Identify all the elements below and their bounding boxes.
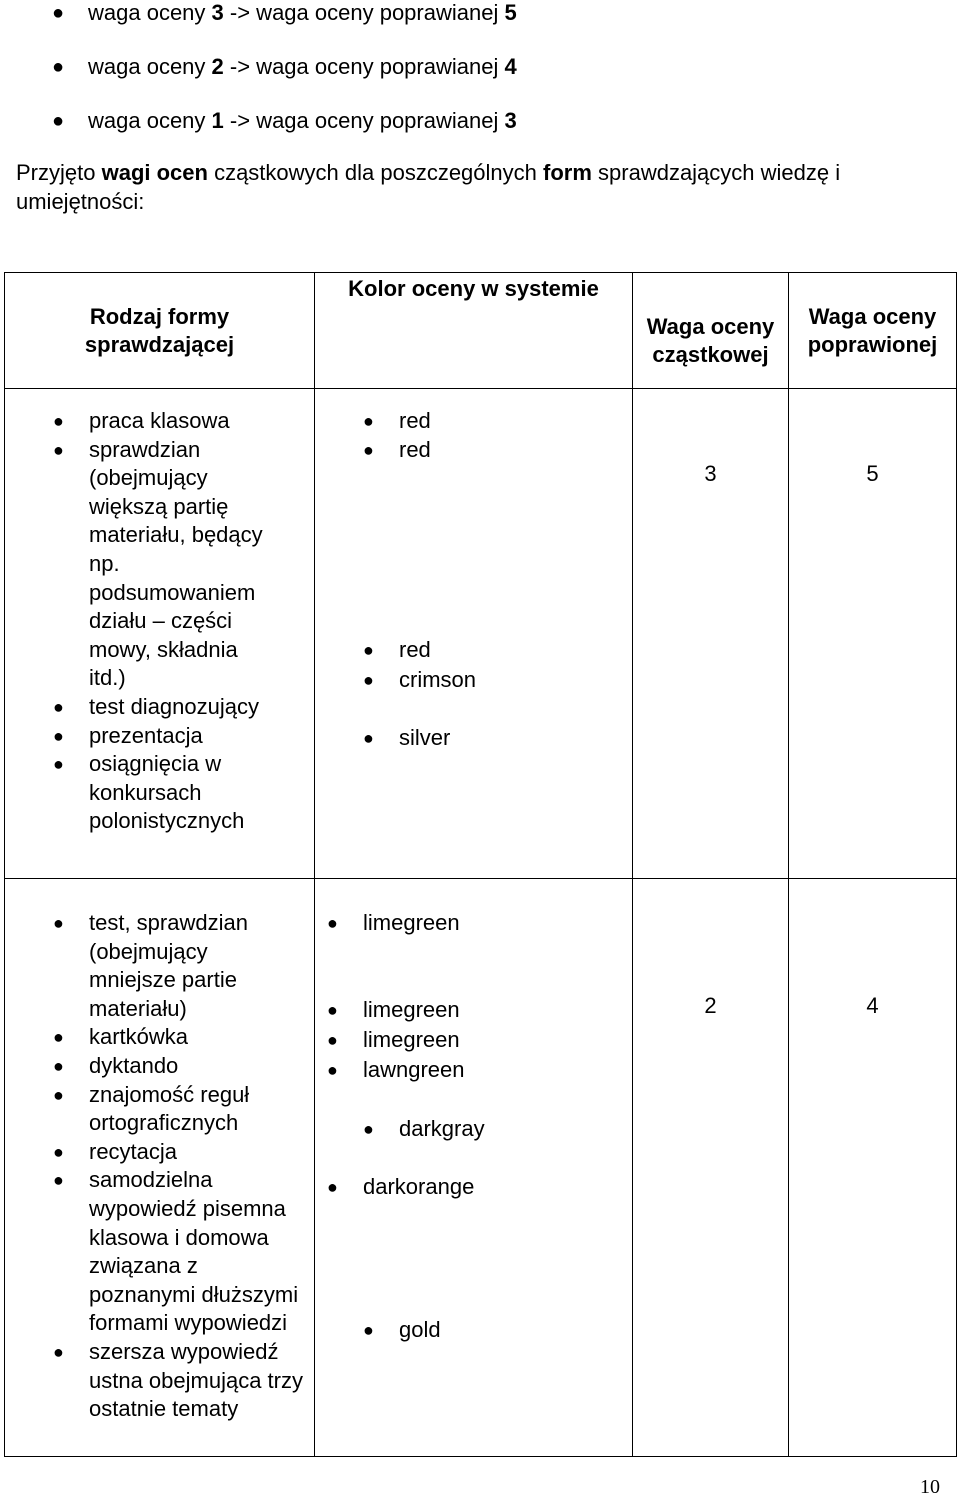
corrected-weight-value: 4 [504, 54, 517, 79]
corrected-weight-cell [789, 879, 957, 1457]
list-item [363, 636, 431, 665]
header-corrected-weight [789, 273, 957, 389]
bullet-icon: ● [53, 411, 64, 431]
weight-value: 3 [704, 461, 717, 486]
list-item [363, 436, 431, 465]
list-item [53, 1052, 308, 1081]
header-label: Waga oceny poprawionej [807, 303, 938, 357]
forms-cell [5, 879, 315, 1457]
text: sprawdzających wiedzę i umiejętności: [16, 160, 841, 214]
forms-list [5, 879, 314, 1424]
bullet-icon: ● [53, 1141, 64, 1162]
form-label: praca klasowa [89, 408, 230, 433]
corrected-weight-cell [789, 389, 957, 879]
form-label: samodzielna wypowiedź pisemna klasowa i domowa związana z poznanymi dłuższymi formami wypowiedzi [89, 1167, 299, 1336]
bullet-icon: ● [327, 1030, 338, 1050]
color-label: limegreen [363, 1027, 460, 1052]
list-item [53, 693, 308, 722]
bullet-icon: ● [363, 670, 374, 690]
text: waga oceny [88, 108, 212, 133]
grade-weights-table [4, 272, 957, 1457]
list-item [327, 909, 460, 938]
form-label: test diagnozujący [89, 693, 259, 719]
bullet-icon: ● [53, 1027, 64, 1048]
bullet-icon: ● [53, 1341, 64, 1362]
list-item [327, 1173, 474, 1202]
bullet-icon: ● [53, 725, 64, 746]
text: Przyjęto [16, 160, 102, 185]
color-label: red [399, 408, 431, 433]
list-item [53, 1138, 308, 1167]
text: waga oceny [88, 54, 212, 79]
text: waga oceny [88, 0, 212, 25]
forms-list [5, 389, 314, 836]
list-item [53, 750, 259, 836]
bullet-icon: ● [52, 2, 65, 24]
colors-cell [315, 389, 633, 879]
color-label: gold [399, 1317, 441, 1342]
bullet-icon: ● [327, 1177, 338, 1197]
colors-cell [315, 879, 633, 1457]
bullet-icon: ● [363, 440, 374, 460]
form-label: osiągnięcia w konkursach polonistycznych [89, 751, 245, 834]
intro-paragraph [16, 158, 946, 216]
bullet-icon: ● [53, 439, 64, 460]
list-item [53, 436, 279, 693]
list-item [327, 1026, 460, 1055]
color-label: limegreen [363, 997, 460, 1022]
color-label: silver [399, 725, 451, 750]
form-label: recytacja [89, 1138, 178, 1164]
text: -> waga oceny poprawianej [223, 54, 505, 79]
form-label: sprawdzian (obejmujący większą partię materiału, będący np. podsumowaniem działu – części mowy, składnia itd.) [89, 436, 263, 691]
bullet-icon: ● [53, 1055, 64, 1076]
bullet-icon: ● [53, 1084, 64, 1105]
corrected-weight-value: 5 [866, 461, 879, 486]
form-label: test, sprawdzian (obejmujący mniejsze partie materiału) [89, 910, 248, 1021]
bullet-icon: ● [327, 913, 338, 933]
color-label: limegreen [363, 910, 460, 935]
colors-list [315, 389, 632, 877]
color-label: lawngreen [363, 1057, 465, 1082]
corrected-weight-value: 5 [504, 0, 517, 25]
form-label: szersza wypowiedź ustna obejmująca trzy ostatnie tematy [89, 1338, 303, 1422]
color-label: red [399, 437, 431, 462]
bullet-icon: ● [53, 754, 64, 775]
color-label: red [399, 637, 431, 662]
list-item [327, 1056, 465, 1085]
weight-cell [633, 389, 789, 879]
bold-text: wagi ocen [101, 160, 208, 185]
text: cząstkowych dla poszczególnych [207, 160, 544, 185]
list-item [53, 1338, 309, 1424]
header-form-type [5, 273, 315, 389]
header-weight [633, 273, 789, 389]
form-label: dyktando [89, 1052, 179, 1078]
forms-cell [5, 389, 315, 879]
bullet-icon: ● [327, 1060, 338, 1080]
corrected-weight-value: 4 [866, 993, 879, 1018]
bullet-icon: ● [52, 56, 65, 78]
bullet-icon: ● [363, 728, 374, 748]
list-item [363, 1316, 441, 1345]
list-item [53, 1023, 308, 1052]
list-item [363, 1115, 485, 1144]
list-item [53, 407, 308, 436]
table-row [5, 389, 957, 879]
bullet-icon: ● [52, 110, 65, 132]
form-label: prezentacja [89, 722, 203, 748]
bullet-icon: ● [363, 411, 374, 431]
list-item [53, 1081, 289, 1138]
list-item [363, 724, 450, 753]
bold-text: form [543, 160, 592, 185]
list-item [53, 1166, 309, 1338]
corrected-weight-value: 3 [504, 108, 517, 133]
color-label: darkgray [399, 1116, 485, 1141]
list-item [327, 996, 460, 1025]
bullet-icon: ● [53, 913, 64, 933]
weight-cell [633, 879, 789, 1457]
color-label: darkorange [363, 1174, 475, 1199]
header-label: Kolor oceny w systemie [348, 276, 599, 301]
form-label: kartkówka [89, 1024, 189, 1050]
text: -> waga oceny poprawianej [223, 0, 505, 25]
bullet-icon: ● [327, 1000, 338, 1020]
list-item [363, 407, 431, 436]
weight-value: 2 [704, 993, 717, 1018]
bullet-icon: ● [53, 1170, 64, 1191]
bullet-icon: ● [363, 1320, 374, 1340]
header-label: Rodzaj formy sprawdzającej [84, 303, 235, 357]
bullet-icon: ● [53, 696, 64, 717]
form-label: znajomość reguł ortograficznych [89, 1081, 250, 1136]
list-item [53, 722, 308, 751]
table-row [5, 879, 957, 1457]
bullet-icon: ● [363, 1119, 374, 1139]
color-label: crimson [399, 667, 477, 692]
header-label: Waga oceny cząstkowej [646, 313, 775, 367]
bullet-icon: ● [363, 640, 374, 660]
weight-value: 1 [211, 108, 224, 133]
list-item [363, 666, 476, 695]
colors-list [315, 879, 632, 1455]
list-item [53, 909, 289, 1023]
weight-value: 3 [211, 0, 224, 25]
header-row [5, 273, 957, 389]
page-number: 10 [920, 1476, 940, 1498]
weight-value: 2 [211, 54, 224, 79]
text: -> waga oceny poprawianej [223, 108, 505, 133]
header-color [315, 273, 633, 389]
